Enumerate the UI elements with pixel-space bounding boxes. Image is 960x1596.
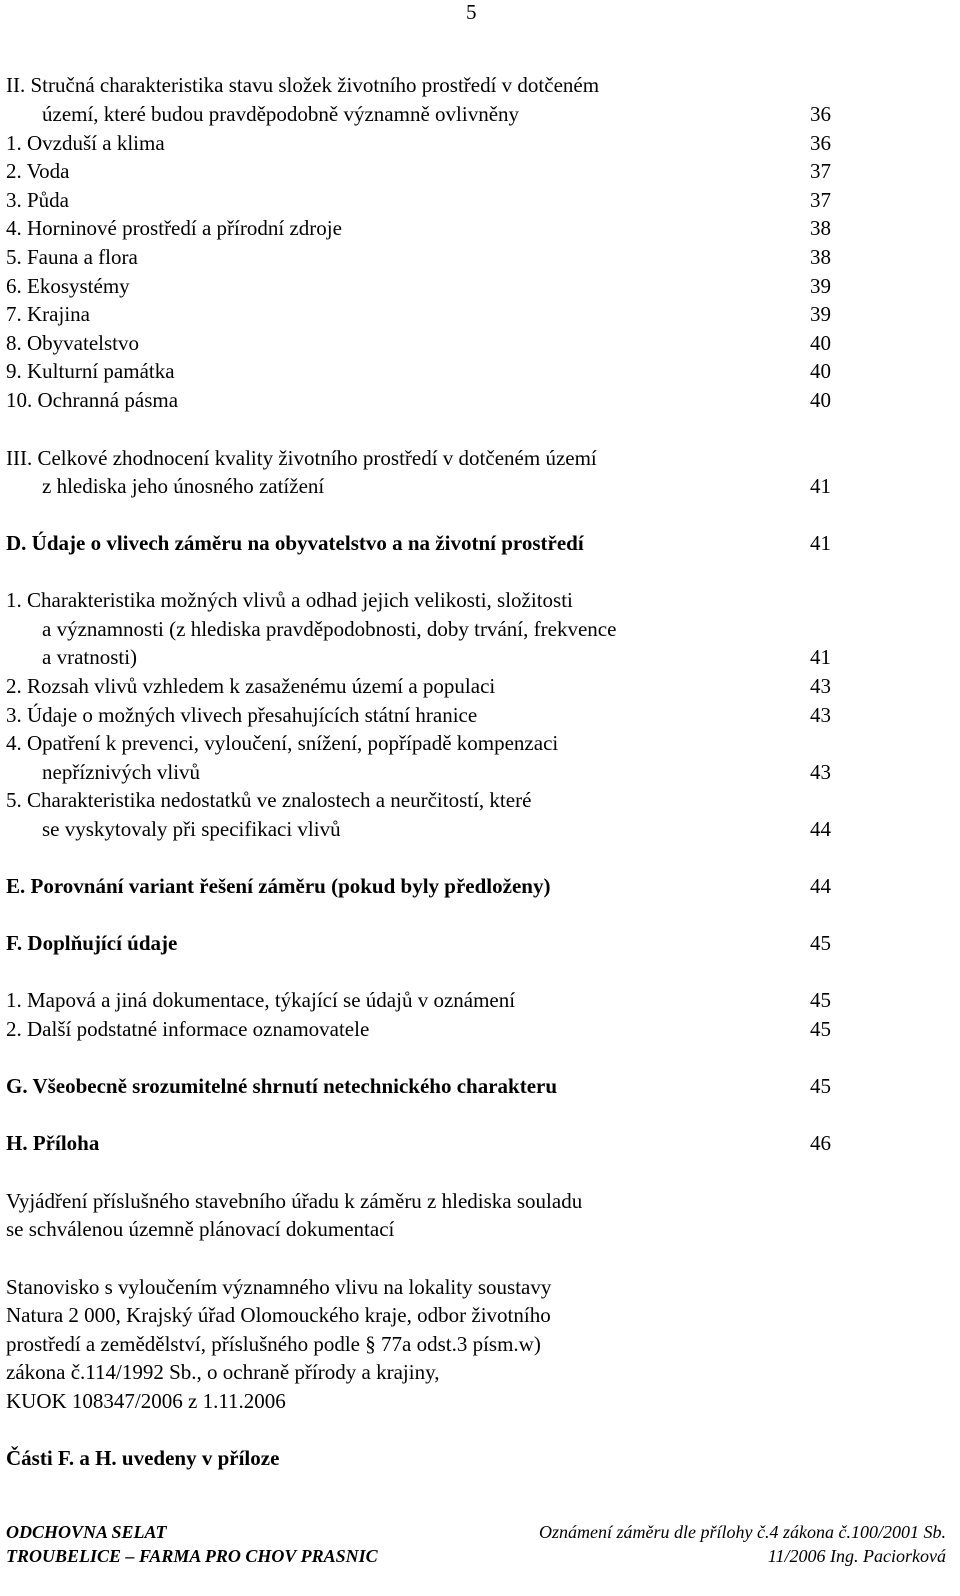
toc-item-page: 37 xyxy=(810,188,831,212)
note-2-line3: prostředí a zemědělství, příslušného podle § 77a odst.3 písm.w) xyxy=(6,1332,541,1356)
toc-d3: 3. Údaje o možných vlivech přesahujících státní hranice xyxy=(6,703,478,727)
toc-item: 9. Kulturní památka xyxy=(6,359,175,383)
toc-chapter-e-title: E. Porovnání variant řešení záměru (pokud byly předloženy) xyxy=(6,874,551,898)
toc-section-2-title-line2: území, které budou pravděpodobně významně ovlivněny xyxy=(42,102,520,126)
toc-item-page: 40 xyxy=(810,359,831,383)
footer-left-line1: ODCHOVNA SELAT xyxy=(6,1522,167,1542)
toc-chapter-g-title: G. Všeobecně srozumitelné shrnutí netechnického charakteru xyxy=(6,1074,558,1098)
toc-item: 5. Fauna a flora xyxy=(6,245,138,269)
toc-chapter-f-title: F. Doplňující údaje xyxy=(6,931,178,955)
toc-item-page: 38 xyxy=(810,216,831,240)
toc-item: 2. Voda xyxy=(6,159,70,183)
footer-left-line2: TROUBELICE – FARMA PRO CHOV PRASNIC xyxy=(6,1546,378,1566)
toc-section-3-page: 41 xyxy=(810,474,831,498)
toc-d1-line2: a významnosti (z hlediska pravděpodobnosti, doby trvání, frekvence xyxy=(42,617,617,641)
toc-item-page: 40 xyxy=(810,331,831,355)
toc-f2-page: 45 xyxy=(810,1017,831,1041)
toc-section-2-title-line1: II. Stručná charakteristika stavu složek životního prostředí v dotčeném xyxy=(6,73,600,97)
toc-d3-page: 43 xyxy=(810,703,831,727)
toc-chapter-g-page: 45 xyxy=(810,1074,831,1098)
toc-section-2-page: 36 xyxy=(810,102,831,126)
toc-item-page: 37 xyxy=(810,159,831,183)
note-2-line1: Stanovisko s vyloučením významného vlivu na lokality soustavy xyxy=(6,1275,552,1299)
toc-d2-page: 43 xyxy=(810,674,831,698)
toc-chapter-h-title: H. Příloha xyxy=(6,1131,100,1155)
note-1-line2: se schválenou územně plánovací dokumentací xyxy=(6,1217,395,1241)
toc-f1: 1. Mapová a jiná dokumentace, týkající se údajů v oznámení xyxy=(6,988,516,1012)
toc-item-page: 39 xyxy=(810,274,831,298)
note-2-line5: KUOK 108347/2006 z 1.11.2006 xyxy=(6,1389,286,1413)
toc-item-page: 39 xyxy=(810,302,831,326)
toc-section-3-title-line2: z hlediska jeho únosného zatížení xyxy=(42,474,325,498)
footer-right-line2: 11/2006 Ing. Paciorková xyxy=(767,1546,946,1566)
toc-item: 7. Krajina xyxy=(6,302,90,326)
footer-right-line1: Oznámení záměru dle přílohy č.4 zákona č.100/2001 Sb. xyxy=(539,1522,946,1542)
toc-d4-page: 43 xyxy=(810,760,831,784)
toc-d5-line1: 5. Charakteristika nedostatků ve znalostech a neurčitostí, které xyxy=(6,788,532,812)
toc-item-page: 36 xyxy=(810,131,831,155)
toc-f2: 2. Další podstatné informace oznamovatele xyxy=(6,1017,370,1041)
note-2-line2: Natura 2 000, Krajský úřad Olomouckého kraje, odbor životního xyxy=(6,1303,551,1327)
toc-chapter-h-page: 46 xyxy=(810,1131,831,1155)
toc-d1-page: 41 xyxy=(810,645,831,669)
toc-d4-line1: 4. Opatření k prevenci, vyloučení, snížení, popřípadě kompenzaci xyxy=(6,731,559,755)
toc-chapter-d-page: 41 xyxy=(810,531,831,555)
toc-item: 8. Obyvatelstvo xyxy=(6,331,139,355)
note-1-line1: Vyjádření příslušného stavebního úřadu k záměru z hlediska souladu xyxy=(6,1189,583,1213)
toc-chapter-f-page: 45 xyxy=(810,931,831,955)
toc-d2: 2. Rozsah vlivů vzhledem k zasaženému území a populaci xyxy=(6,674,496,698)
toc-item: 6. Ekosystémy xyxy=(6,274,130,298)
toc-d1-line1: 1. Charakteristika možných vlivů a odhad jejich velikosti, složitosti xyxy=(6,588,573,612)
page-number: 5 xyxy=(466,0,477,24)
toc-item-page: 38 xyxy=(810,245,831,269)
toc-section-3-title-line1: III. Celkové zhodnocení kvality životního prostředí v dotčeném území xyxy=(6,446,597,470)
note-3: Části F. a H. uvedeny v příloze xyxy=(6,1446,280,1470)
toc-d4-line2: nepříznivých vlivů xyxy=(42,760,201,784)
note-2-line4: zákona č.114/1992 Sb., o ochraně přírody a krajiny, xyxy=(6,1360,440,1384)
toc-item: 1. Ovzduší a klima xyxy=(6,131,165,155)
toc-item: 3. Půda xyxy=(6,188,69,212)
toc-f1-page: 45 xyxy=(810,988,831,1012)
toc-item: 10. Ochranná pásma xyxy=(6,388,179,412)
toc-item: 4. Horninové prostředí a přírodní zdroje xyxy=(6,216,342,240)
toc-d5-page: 44 xyxy=(810,817,831,841)
toc-d5-line2: se vyskytovaly při specifikaci vlivů xyxy=(42,817,341,841)
toc-d1-line3: a vratnosti) xyxy=(42,645,138,669)
toc-item-page: 40 xyxy=(810,388,831,412)
toc-chapter-d-title: D. Údaje o vlivech záměru na obyvatelstvo a na životní prostředí xyxy=(6,531,584,555)
toc-chapter-e-page: 44 xyxy=(810,874,831,898)
